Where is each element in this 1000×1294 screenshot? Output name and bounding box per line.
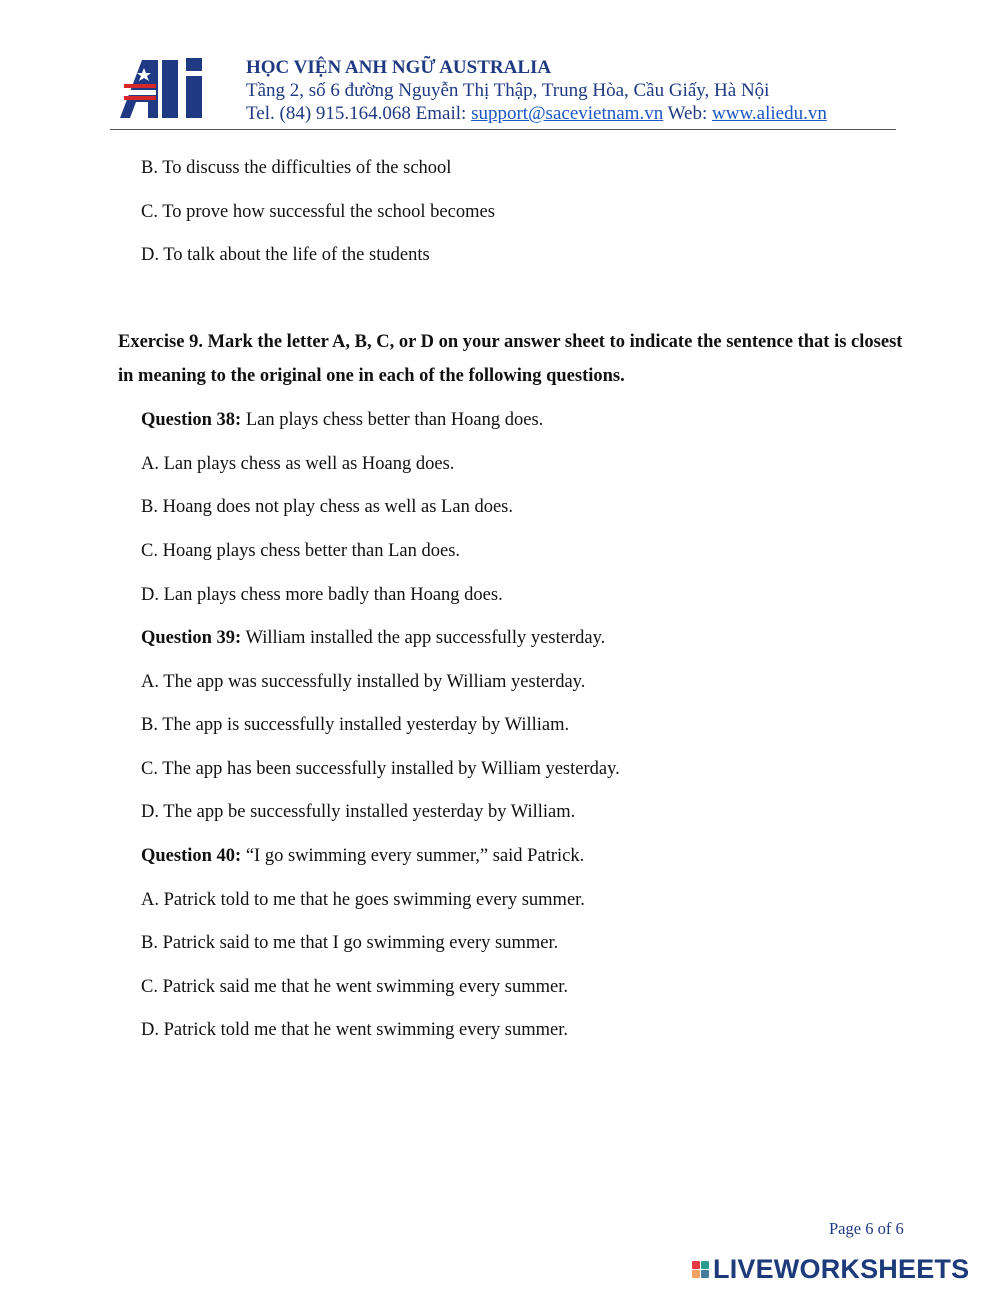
question-39	[141, 626, 605, 650]
question-40-label: Question 40:	[141, 846, 242, 866]
institute-contact	[246, 102, 827, 125]
q38-option-d: D. Lan plays chess more badly than Hoang does.	[141, 585, 503, 605]
institute-address: Tầng 2, số 6 đường Nguyễn Thị Thập, Trung Hòa, Cầu Giấy, Hà Nội	[246, 80, 770, 101]
q39-option-c: C. The app has been successfully installed by William yesterday.	[141, 759, 620, 779]
institute-title: HỌC VIỆN ANH NGỮ AUSTRALIA	[246, 57, 552, 78]
option-prev-d: D. To talk about the life of the students	[141, 245, 430, 265]
q40-option-b: B. Patrick said to me that I go swimming every summer.	[141, 933, 559, 953]
header-divider	[110, 129, 896, 130]
q40-option-d: D. Patrick told me that he went swimming every summer.	[141, 1020, 568, 1040]
website-link[interactable]: www.aliedu.vn	[712, 103, 827, 124]
liveworksheets-logo[interactable]	[692, 1254, 969, 1284]
ali-logo	[118, 52, 220, 122]
option-prev-c: C. To prove how successful the school becomes	[141, 202, 495, 222]
lw-block-4	[701, 1270, 709, 1278]
exercise-9-title: Exercise 9. Mark the letter A, B, C, or D on your answer sheet to indicate the sentence that is closest in meaning to the original one in each of the following questions.	[118, 332, 903, 386]
q39-option-d: D. The app be successfully installed yesterday by William.	[141, 802, 576, 822]
liveworksheets-brand: LIVEWORKSHEETS	[713, 1253, 970, 1284]
web-label: Web:	[663, 103, 712, 124]
page-number: Page 6 of 6	[829, 1219, 904, 1238]
q40-option-c: C. Patrick said me that he went swimming every summer.	[141, 977, 568, 997]
header-text	[246, 56, 827, 125]
question-39-text: William installed the app successfully yesterday.	[241, 628, 606, 648]
question-38-label: Question 38:	[141, 410, 242, 430]
q39-option-a: A. The app was successfully installed by William yesterday.	[141, 672, 586, 692]
lw-block-2	[701, 1261, 709, 1269]
q39-option-b: B. The app is successfully installed yesterday by William.	[141, 715, 570, 735]
q38-option-a: A. Lan plays chess as well as Hoang does.	[141, 454, 455, 474]
ali-logo-graphic	[118, 52, 220, 122]
question-39-label: Question 39:	[141, 628, 242, 648]
q38-option-c: C. Hoang plays chess better than Lan does.	[141, 541, 461, 561]
option-prev-b: B. To discuss the difficulties of the school	[141, 158, 452, 178]
liveworksheets-blocks-icon	[692, 1261, 709, 1278]
question-38-text: Lan plays chess better than Hoang does.	[241, 410, 544, 430]
lw-block-1	[692, 1261, 700, 1269]
question-40-text: “I go swimming every summer,” said Patrick.	[241, 846, 585, 866]
q40-option-a: A. Patrick told to me that he goes swimming every summer.	[141, 890, 585, 910]
email-link[interactable]: support@sacevietnam.vn	[471, 103, 664, 124]
question-40	[141, 844, 584, 868]
lw-block-3	[692, 1270, 700, 1278]
contact-tel: Tel. (84) 915.164.068 Email:	[246, 103, 472, 124]
question-38	[141, 408, 543, 432]
q38-option-b: B. Hoang does not play chess as well as Lan does.	[141, 497, 513, 517]
